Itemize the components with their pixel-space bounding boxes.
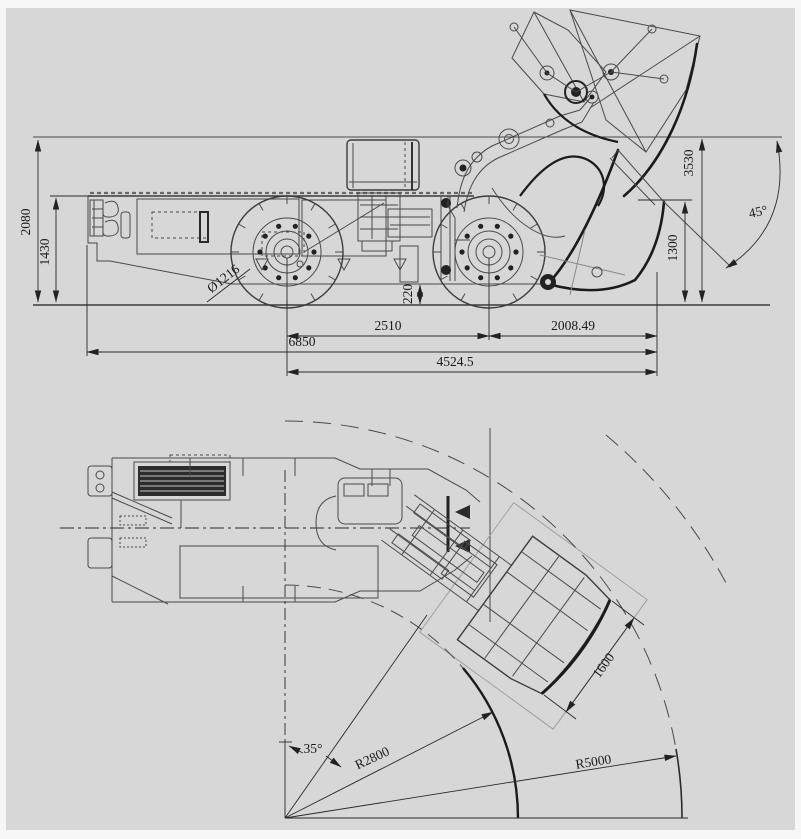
dim-axle-to-bucket: 4524.5: [436, 354, 474, 369]
dim-raised-height: 3530: [681, 149, 696, 177]
dim-front-reach: 2008.49: [551, 318, 595, 333]
dim-inner-radius: R2800: [352, 743, 392, 773]
dim-lip-height: 1300: [665, 234, 680, 262]
dim-overall-length: 6850: [288, 334, 316, 349]
dim-articulation-angle: 35°: [303, 741, 323, 756]
dim-dump-angle: 45°: [747, 202, 769, 221]
dim-bucket-width: 1600: [589, 650, 618, 681]
dim-wheelbase: 2510: [374, 318, 402, 333]
dim-overall-height: 2080: [18, 208, 33, 236]
dim-tire-diameter: Ø1216: [204, 261, 243, 296]
dim-outer-radius: R5000: [574, 751, 613, 772]
dim-ground-clearance: 220: [400, 283, 415, 305]
dim-body-height: 1430: [37, 238, 52, 266]
sheet-background: [6, 8, 795, 830]
